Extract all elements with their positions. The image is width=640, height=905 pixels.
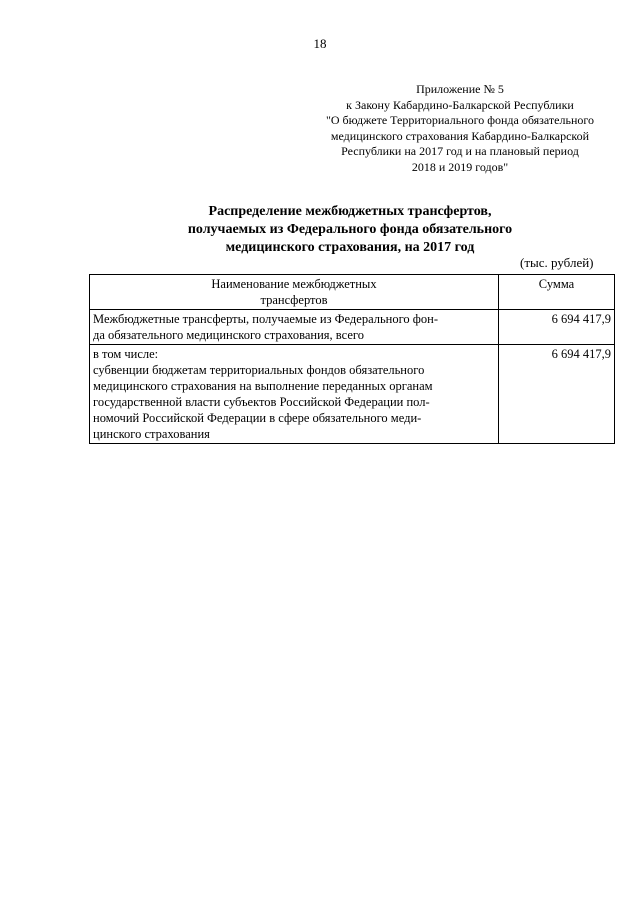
appendix-line: Приложение № 5 [416, 82, 504, 96]
header-name-line: Наименование межбюджетных [211, 277, 377, 291]
table-row [90, 310, 615, 345]
row-name-line: медицинского страхования на выполнение переданных органам [93, 379, 433, 393]
row-name-line: да обязательного медицинского страхования, всего [93, 328, 364, 342]
row-name-line: цинского страхования [93, 427, 210, 441]
row-name-line: Межбюджетные трансферты, получаемые из Федерального фон- [93, 312, 439, 326]
header-name-line: трансфертов [260, 293, 328, 307]
transfers-table [89, 274, 615, 444]
title-line: медицинского страхования, на 2017 год [225, 240, 475, 255]
table-header-row [90, 275, 615, 310]
appendix-line: к Закону Кабардино-Балкарской Республики [346, 97, 574, 112]
row-name [90, 345, 499, 444]
appendix-line: медицинского страхования Кабардино-Балкарской [330, 128, 590, 143]
row-name-line: государственной власти субъектов Российской Федерации пол- [93, 395, 430, 409]
title-line: Распределение межбюджетных трансфертов, [208, 204, 492, 219]
document-title [0, 203, 640, 257]
row-name-line: в том числе: [93, 347, 159, 361]
row-amount: 6 694 417,9 [499, 345, 615, 444]
units-label: (тыс. рублей) [520, 255, 594, 270]
row-amount: 6 694 417,9 [499, 310, 615, 345]
appendix-line: 2018 и 2019 годов" [411, 159, 509, 174]
appendix-header [300, 82, 620, 175]
title-line: получаемых из Федерального фонда обязательного [187, 222, 513, 237]
row-name-line: номочий Российской Федерации в сфере обязательного меди- [93, 411, 422, 425]
table-row [90, 345, 615, 444]
row-name [90, 310, 499, 345]
appendix-line: Республики на 2017 год и на плановый период [341, 144, 579, 158]
row-name-line: субвенции бюджетам территориальных фондов обязательного [93, 363, 425, 377]
page-number: 18 [313, 36, 327, 51]
appendix-line: "О бюджете Территориального фонда обязательного [325, 113, 594, 127]
header-name [90, 275, 499, 310]
header-sum: Сумма [499, 275, 615, 310]
